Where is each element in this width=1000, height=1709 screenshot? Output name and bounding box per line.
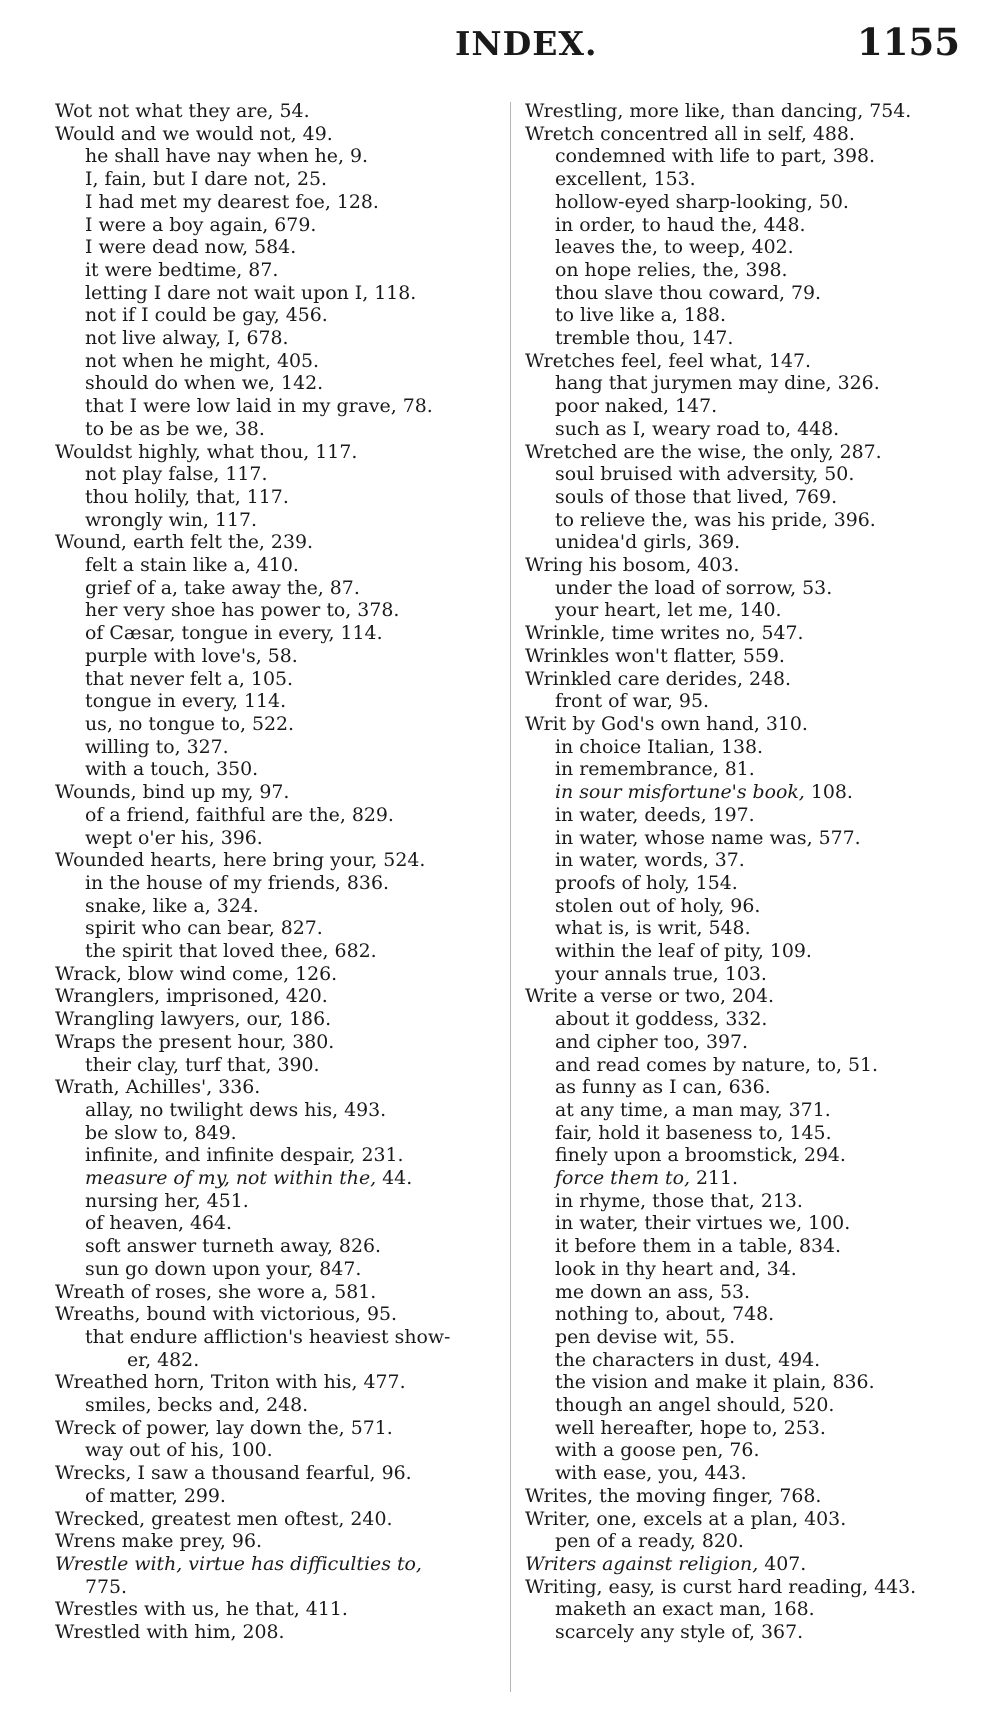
index-subentry: souls of those that lived, 769. [555,485,838,508]
index-subentry: your annals true, 103. [555,962,767,985]
index-subentry: about it goddess, 332. [555,1008,768,1031]
index-entry: Would and we would not, 49. [55,122,333,145]
index-subentry: hang that jurymen may dine, 326. [555,372,880,395]
index-subentry: grief of a, take away the, 87. [85,576,360,599]
index-subentry: pen of a ready, 820. [555,1530,744,1553]
index-subentry: felt a stain like a, 410. [85,554,299,577]
index-subentry: infinite, and infinite despair, 231. [85,1144,404,1167]
index-subentry: with a goose pen, 76. [555,1439,760,1462]
index-entry: Wreaths, bound with victorious, 95. [55,1303,397,1326]
index-entry: Wreathed horn, Triton with his, 477. [55,1371,406,1394]
index-entry: Wretch concentred all in self, 488. [525,122,855,145]
index-entry: Writer, one, excels at a plan, 403. [525,1507,847,1530]
index-subentry: your heart, let me, 140. [555,599,782,622]
index-entry: Wraps the present hour, 380. [55,1030,335,1053]
index-entry: Wrecked, greatest men oftest, 240. [55,1507,393,1530]
index-subentry: he shall have nay when he, 9. [85,145,369,168]
index-subentry: to live like a, 188. [555,304,726,327]
index-subentry: of heaven, 464. [85,1212,233,1235]
index-subentry: with ease, you, 443. [555,1462,747,1485]
index-entry: Wound, earth felt the, 239. [55,531,313,554]
index-entry: Wouldst highly, what thou, 117. [55,440,358,463]
index-entry: Wranglers, imprisoned, 420. [55,985,328,1008]
index-entry: Wrinkled care derides, 248. [525,667,792,690]
index-subentry: I, fain, but I dare not, 25. [85,168,328,191]
index-subentry: of matter, 299. [85,1484,226,1507]
index-subentry: wrongly win, 117. [85,508,257,531]
index-subentry: thou holily, that, 117. [85,485,289,508]
index-entry: Wreck of power, lay down the, 571. [55,1416,393,1439]
index-subentry: though an angel should, 520. [555,1394,835,1417]
index-entry: Writing, easy, is curst hard reading, 443. [525,1575,917,1598]
index-subentry: of a friend, faithful are the, 829. [85,803,394,826]
index-subentry: in rhyme, those that, 213. [555,1189,803,1212]
index-entry: Wrestles with us, he that, 411. [55,1598,348,1621]
index-subentry: as funny as I can, 636. [555,1076,771,1099]
index-subentry: in sour misfortune's book, 108. [555,781,853,804]
page-title: INDEX. [455,24,598,63]
index-subentry: be slow to, 849. [85,1121,237,1144]
index-subentry: that I were low laid in my grave, 78. [85,395,433,418]
index-subentry: the characters in dust, 494. [555,1348,821,1371]
index-subentry: it were bedtime, 87. [85,258,279,281]
index-subentry: in water, deeds, 197. [555,803,755,826]
index-subentry: condemned with life to part, 398. [555,145,875,168]
index-entry: Wrestle with, virtue has difficulties to, [55,1553,422,1575]
index-entry: Wrinkle, time writes no, 547. [525,622,804,645]
index-subentry: letting I dare not wait upon I, 118. [85,281,417,304]
index-subentry: me down an ass, 53. [555,1280,751,1303]
index-subentry: not play false, 117. [85,463,268,486]
index-subentry: their clay, turf that, 390. [85,1053,320,1076]
index-entry: Wot not what they are, 54. [55,100,310,122]
index-subentry: in remembrance, 81. [555,758,755,781]
index-subentry: what is, is writ, 548. [555,917,751,940]
index-subentry: on hope relies, the, 398. [555,258,788,281]
index-subentry: nursing her, 451. [85,1189,249,1212]
index-subentry: of Cæsar, tongue in every, 114. [85,622,383,645]
index-subentry: not live alway, I, 678. [85,327,289,350]
index-subentry: spirit who can bear, 827. [85,917,323,940]
page-header [0,18,1000,68]
index-entry: Wrinkles won't flatter, 559. [525,644,785,667]
index-entry: Wrack, blow wind come, 126. [55,962,338,985]
index-entry: Wretched are the wise, the only, 287. [525,440,882,463]
index-subentry: sun go down upon your, 847. [85,1257,362,1280]
index-subentry: soul bruised with adversity, 50. [555,463,855,486]
index-entry: Wretches feel, feel what, 147. [525,349,812,372]
index-subentry: willing to, 327. [85,735,229,758]
index-subentry: finely upon a broomstick, 294. [555,1144,846,1167]
index-subentry: and read comes by nature, to, 51. [555,1053,879,1076]
index-subentry: way out of his, 100. [85,1439,273,1462]
index-subentry: measure of my, not within the, 44. [85,1167,413,1190]
index-subentry: that endure affliction's heaviest show- [85,1325,451,1348]
index-subentry: in order, to haud the, 448. [555,213,806,236]
index-subentry: to be as be we, 38. [85,417,265,440]
index-subentry: in water, words, 37. [555,849,745,872]
index-subentry: in water, their virtues we, 100. [555,1212,851,1235]
index-subentry: the spirit that loved thee, 682. [85,940,377,963]
index-subentry: thou slave thou coward, 79. [555,281,822,304]
index-subentry: it before them in a table, 834. [555,1235,842,1258]
index-subentry: unidea'd girls, 369. [555,531,741,554]
index-subentry: stolen out of holy, 96. [555,894,761,917]
index-subentry: within the leaf of pity, 109. [555,940,812,963]
index-subentry: pen devise wit, 55. [555,1325,736,1348]
index-subentry: front of war, 95. [555,690,709,713]
index-entry: Write a verse or two, 204. [525,985,775,1008]
index-subentry: proofs of holy, 154. [555,871,738,894]
index-subentry: hollow-eyed sharp-looking, 50. [555,190,849,213]
page-number: 1155 [857,20,960,64]
index-entry: Wrecks, I saw a thousand fearful, 96. [55,1462,412,1485]
index-entry: Wounds, bind up my, 97. [55,781,290,804]
index-entry: Writ by God's own hand, 310. [525,712,808,735]
index-subentry: well hereafter, hope to, 253. [555,1416,826,1439]
index-subentry: er, 482. [127,1348,200,1371]
index-entry: Wrath, Achilles', 336. [55,1076,261,1099]
index-entry: Wounded hearts, here bring your, 524. [55,849,426,872]
index-subentry: excellent, 153. [555,168,696,191]
index-entry: Wrangling lawyers, our, 186. [55,1008,332,1031]
index-subentry: not if I could be gay, 456. [85,304,328,327]
index-subentry: leaves the, to weep, 402. [555,236,794,259]
index-subentry: to relieve the, was his pride, 396. [555,508,876,531]
index-subentry: not when he might, 405. [85,349,320,372]
index-subentry: tremble thou, 147. [555,327,734,350]
index-entry: Wring his bosom, 403. [525,554,740,577]
index-entry: Wrens make prey, 96. [55,1530,262,1553]
index-subentry: look in thy heart and, 34. [555,1257,797,1280]
index-subentry: tongue in every, 114. [85,690,287,713]
index-entry: 775. [85,1575,128,1598]
column-divider [510,102,511,1692]
index-subentry: I had met my dearest foe, 128. [85,190,379,213]
index-subentry: nothing to, about, 748. [555,1303,775,1326]
index-subentry: in water, whose name was, 577. [555,826,861,849]
index-subentry: smiles, becks and, 248. [85,1394,309,1417]
index-subentry: and cipher too, 397. [555,1030,749,1053]
index-subentry: should do when we, 142. [85,372,324,395]
index-subentry: with a touch, 350. [85,758,259,781]
index-subentry: in choice Italian, 138. [555,735,764,758]
index-column-left [55,100,500,1644]
index-subentry: fair, hold it baseness to, 145. [555,1121,832,1144]
index-subentry: I were a boy again, 679. [85,213,317,236]
index-subentry: soft answer turneth away, 826. [85,1235,381,1258]
index-entry: Wrestling, more like, than dancing, 754. [525,100,912,122]
index-subentry: wept o'er his, 396. [85,826,263,849]
index-column-right [525,100,970,1644]
index-subentry: force them to, 211. [555,1167,739,1190]
index-entry: Wreath of roses, she wore a, 581. [55,1280,377,1303]
index-subentry: such as I, weary road to, 448. [555,417,840,440]
index-entry: Writers against religion, 407. [525,1553,807,1575]
index-subentry: purple with love's, 58. [85,644,298,667]
index-subentry: snake, like a, 324. [85,894,259,917]
index-subentry: allay, no twilight dews his, 493. [85,1098,387,1121]
index-entry: Writes, the moving finger, 768. [525,1484,822,1507]
index-entry: Wrestled with him, 208. [55,1621,285,1644]
index-subentry: that never felt a, 105. [85,667,293,690]
index-subentry: scarcely any style of, 367. [555,1621,804,1644]
index-subentry: I were dead now, 584. [85,236,297,259]
index-subentry: us, no tongue to, 522. [85,712,295,735]
index-subentry: at any time, a man may, 371. [555,1098,831,1121]
index-subentry: under the load of sorrow, 53. [555,576,833,599]
index-subentry: in the house of my friends, 836. [85,871,389,894]
index-subentry: poor naked, 147. [555,395,718,418]
index-subentry: her very shoe has power to, 378. [85,599,400,622]
index-subentry: maketh an exact man, 168. [555,1598,815,1621]
index-subentry: the vision and make it plain, 836. [555,1371,875,1394]
